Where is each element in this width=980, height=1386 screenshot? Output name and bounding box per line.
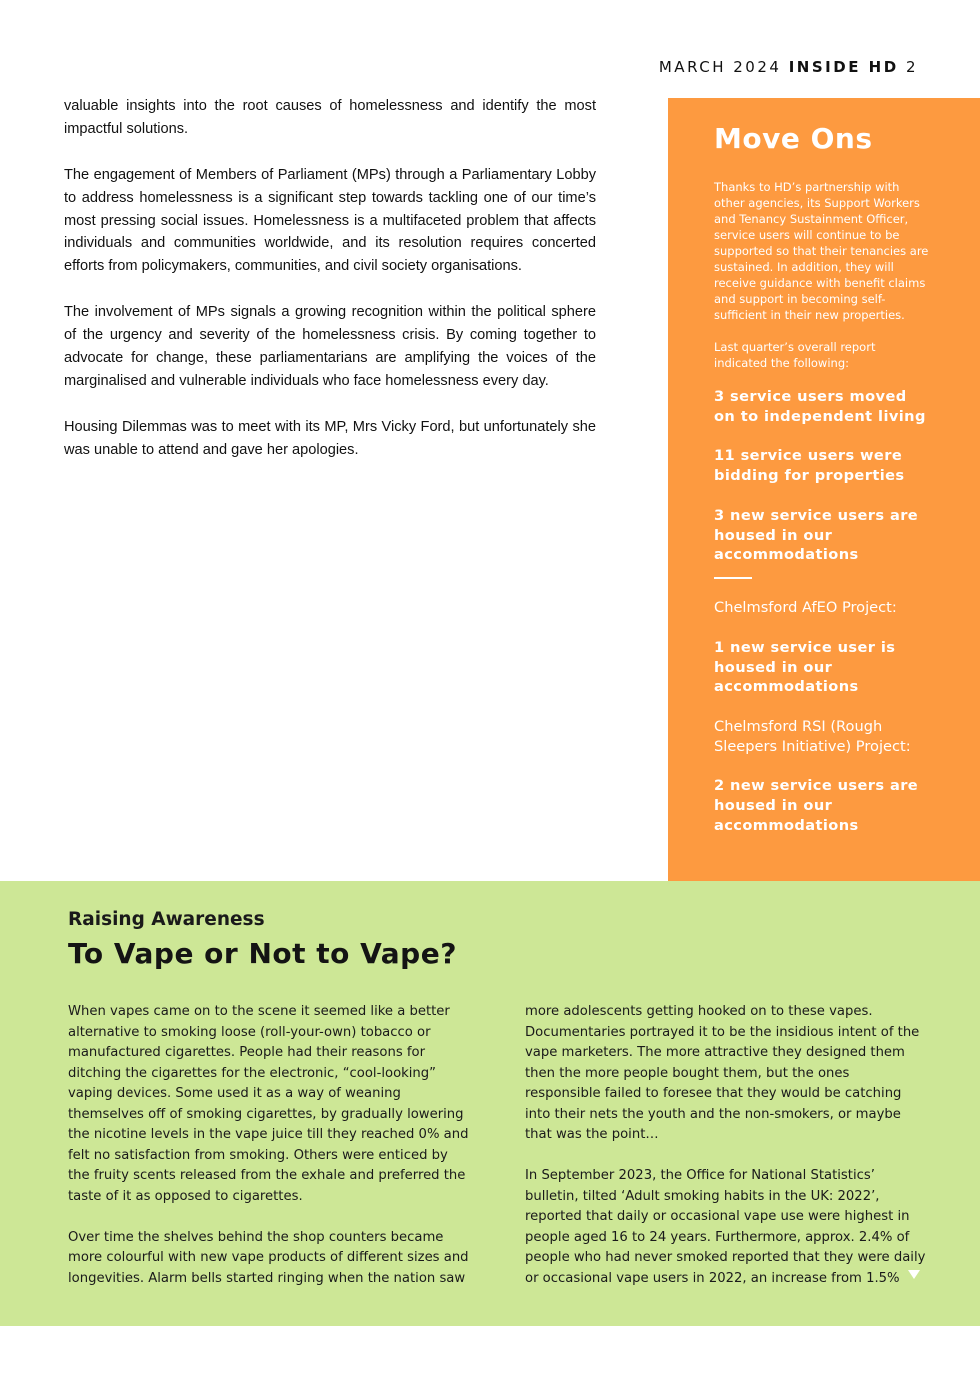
- project-afeo-title: Chelmsford AfEO Project:: [714, 599, 897, 617]
- article-column-right: [525, 1002, 927, 1310]
- paragraph: more adolescents getting hooked on to these vapes. Documentaries portrayed it to be the insidious intent of the vape marketers. The more attractive they designed them then the more people bought them, but the ones responsible failed to foresee that they would be catching into their nets the youth and the non-smokers, or maybe that was the point…: [525, 1004, 920, 1142]
- issue-date: MARCH 2024: [658, 58, 782, 76]
- paragraph: In September 2023, the Office for National Statistics’ bulletin, tilted ‘Adult smoking habits in the UK: 2022’, reported that daily or occasional vape use were highest in people aged 16 to 24 years. Furthermore, approx. 2.4% of people who had never smoked reported that they were daily or occasional vape users in 2022, an increase from 1.5%: [525, 1168, 926, 1286]
- stat-moved-on: 3 service users moved on to independent living: [714, 388, 926, 425]
- sidebar-intro: Thanks to HD’s partnership with other agencies, its Support Workers and Tenancy Sustainment Officer, service users will continue to be supported so that their tenancies are sustained. In addition, they will receive guidance with benefit claims and support in becoming self-sufficient in their new properties.: [714, 180, 929, 322]
- project-rsi-title: Chelmsford RSI (Rough Sleepers Initiative) Project:: [714, 717, 911, 755]
- paragraph: The involvement of MPs signals a growing recognition within the political sphere of the urgency and severity of the homelessness crisis. By coming together to advocate for change, these parliamentarians are amplifying the voices of the marginalised and vulnerable individuals who face homelessness every day.: [64, 304, 596, 389]
- paragraph: Housing Dilemmas was to meet with its MP, Mrs Vicky Ford, but unfortunately she was unable to attend and gave her apologies.: [64, 418, 596, 458]
- publication-name: INSIDE HD: [788, 58, 899, 76]
- paragraph: valuable insights into the root causes of homelessness and identify the most impactful solutions.: [64, 98, 596, 137]
- paragraph: The engagement of Members of Parliament (MPs) through a Parliamentary Lobby to address homelessness is a significant step towards tackling one of our time’s most pressing social issues. Homelessness is a multifaceted problem that affects individuals and communities worldwide, and its resolution requires concerted efforts from policymakers, communities, and civil society organisations.: [64, 166, 596, 275]
- sidebar-title: Move Ons: [714, 122, 873, 155]
- divider: [714, 577, 752, 579]
- article-column-left: [68, 1002, 470, 1310]
- page-header: [659, 58, 918, 76]
- paragraph: When vapes came on to the scene it seemed like a better alternative to smoking loose (roll-your-own) tobacco or manufactured cigarettes. People had their reasons for ditching the cigarettes for the electronic, “cool-looking” vaping devices. Some used it as a way of weaning themselves off of smoking cigarettes, by gradually lowering the nicotine levels in the vape juice till they reached 0% and felt no satisfaction from smoking. Others were enticed by the fruity scents released from the exhale and preferred the taste of it as opposed to cigarettes.: [68, 1004, 469, 1204]
- article-headline: To Vape or Not to Vape?: [68, 937, 457, 970]
- main-article-text: [64, 95, 596, 484]
- paragraph: Over time the shelves behind the shop counters became more colourful with new vape products of different sizes and longevities. Alarm bells started ringing when the nation saw: [68, 1229, 469, 1286]
- move-ons-sidebar: [668, 98, 980, 881]
- page-number: 2: [905, 58, 918, 76]
- vape-article: [0, 881, 980, 1326]
- continue-triangle-down-icon: [908, 1270, 920, 1279]
- project-afeo-stat: 1 new service user is housed in our accommodations: [714, 638, 896, 696]
- project-rsi-stat: 2 new service users are housed in our accommodations: [714, 777, 919, 834]
- stat-bidding: 11 service users were bidding for properties: [714, 447, 905, 485]
- stat-new-housed: 3 new service users are housed in our accommodations: [714, 506, 919, 564]
- article-kicker: Raising Awareness: [68, 909, 265, 930]
- sidebar-report-intro: Last quarter’s overall report indicated the following:: [714, 340, 876, 370]
